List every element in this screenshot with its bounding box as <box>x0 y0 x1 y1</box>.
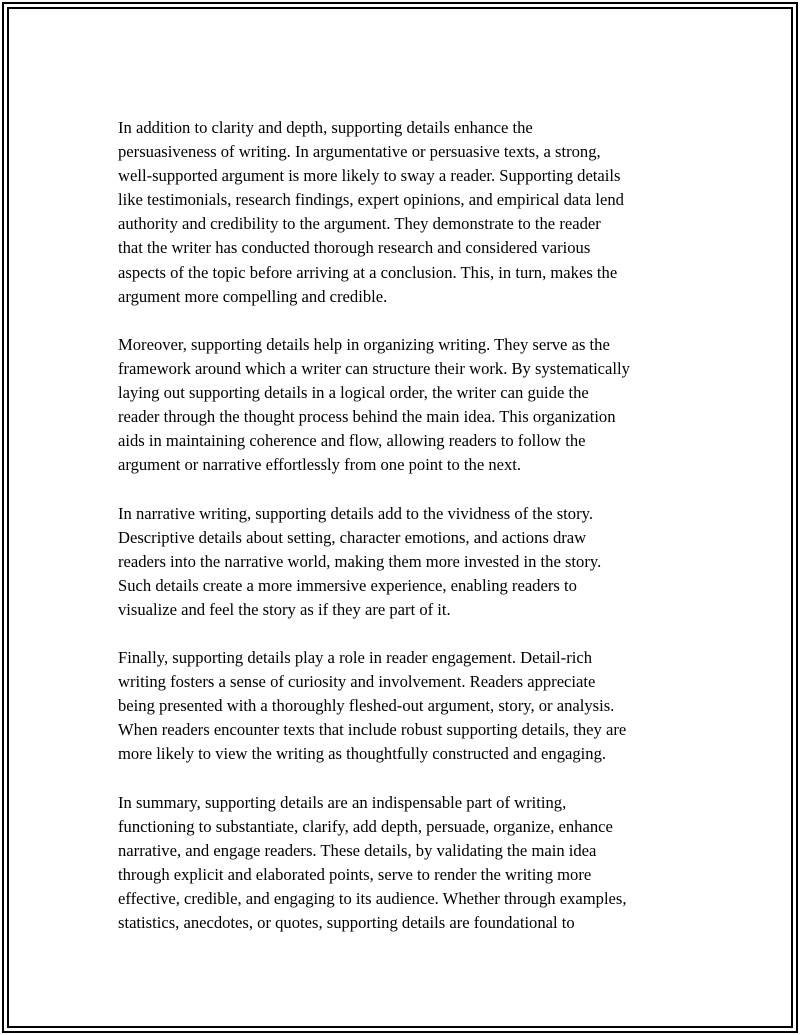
text-line: aspects of the topic before arriving at a conclusion. This, in turn, makes the <box>118 262 618 282</box>
text-line: well-supported argument is more likely to sway a reader. Supporting details <box>118 166 621 186</box>
text-line: argument more compelling and credible. <box>118 286 388 306</box>
paragraph-persuasiveness <box>118 116 698 309</box>
paragraph-summary <box>118 791 698 936</box>
text-line: like testimonials, research findings, expert opinions, and empirical data lend <box>118 190 624 210</box>
text-line: aids in maintaining coherence and flow, allowing readers to follow the <box>118 431 586 451</box>
document-body <box>118 116 698 959</box>
paragraph-narrative <box>118 502 698 622</box>
text-line: authority and credibility to the argument. They demonstrate to the reader <box>118 214 601 234</box>
paragraph-organization <box>118 333 698 478</box>
text-line: reader through the thought process behind the main idea. This organization <box>118 407 616 427</box>
paragraph-engagement <box>118 646 698 766</box>
text-line: In narrative writing, supporting details add to the vividness of the story. <box>118 503 593 523</box>
text-line: readers into the narrative world, making them more invested in the story. <box>118 551 602 571</box>
text-line: visualize and feel the story as if they are part of it. <box>118 599 451 619</box>
text-line: effective, credible, and engaging to its audience. Whether through examples, <box>118 889 627 908</box>
text-line: through explicit and elaborated points, serve to render the writing more <box>118 864 592 884</box>
text-line: When readers encounter texts that include robust supporting details, they are <box>118 720 627 740</box>
text-line: narrative, and engage readers. These details, by validating the main idea <box>118 840 597 860</box>
text-line: Finally, supporting details play a role in reader engagement. Detail-rich <box>118 648 592 668</box>
text-line: more likely to view the writing as thoughtfully constructed and engaging. <box>118 744 607 764</box>
text-line: writing fosters a sense of curiosity and involvement. Readers appreciate <box>118 672 596 692</box>
text-line: laying out supporting details in a logical order, the writer can guide the <box>118 383 589 403</box>
text-line: that the writer has conducted thorough research and considered various <box>118 238 591 258</box>
text-line: persuasiveness of writing. In argumentative or persuasive texts, a strong, <box>118 142 601 162</box>
text-line: In addition to clarity and depth, supporting details enhance the <box>118 118 533 137</box>
text-line: Descriptive details about setting, character emotions, and actions draw <box>118 527 587 547</box>
text-line: Moreover, supporting details help in organizing writing. They serve as the <box>118 334 610 354</box>
text-line: being presented with a thoroughly fleshed-out argument, story, or analysis. <box>118 696 615 716</box>
text-line: In summary, supporting details are an indispensable part of writing, <box>118 792 567 812</box>
text-line: framework around which a writer can structure their work. By systematically <box>118 358 630 378</box>
text-line: argument or narrative effortlessly from one point to the next. <box>118 455 522 475</box>
text-line: statistics, anecdotes, or quotes, supporting details are foundational to <box>118 913 575 933</box>
text-line: Such details create a more immersive experience, enabling readers to <box>118 575 577 595</box>
text-line: functioning to substantiate, clarify, add depth, persuade, organize, enhance <box>118 816 613 836</box>
